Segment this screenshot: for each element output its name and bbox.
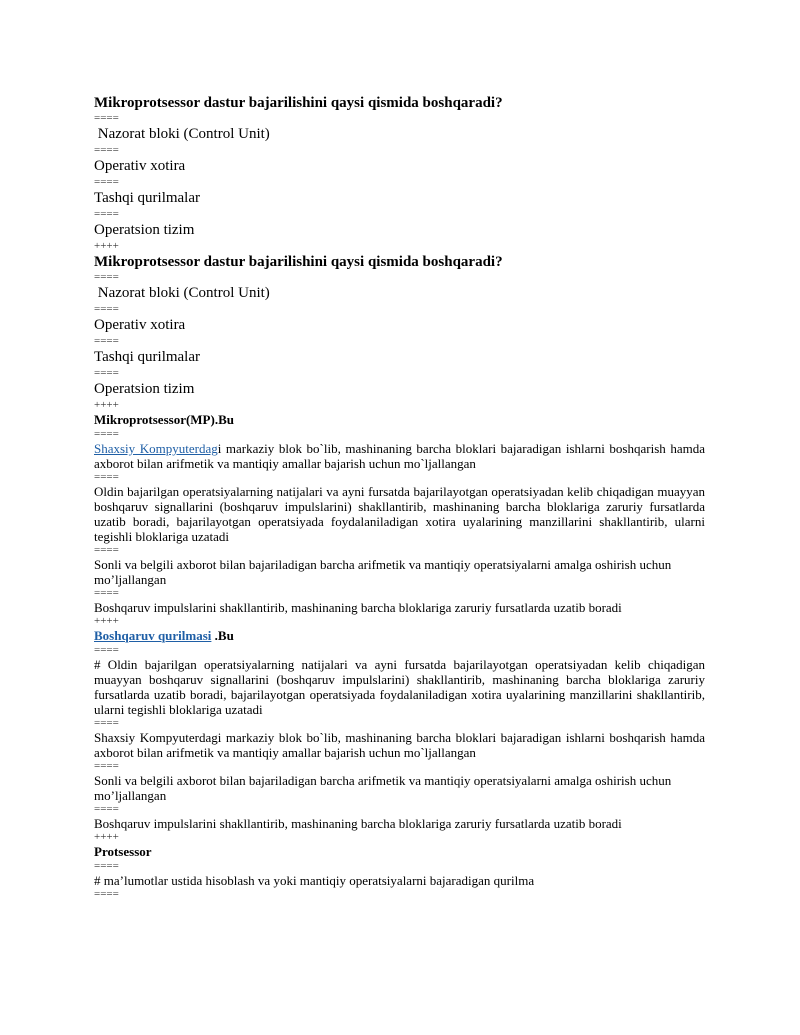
boshqaruv-qurilmasi-link[interactable]: Boshqaruv qurilmasi: [94, 628, 212, 643]
answer-4-4: Boshqaruv impulslarini shakllantirib, mashinaning barcha bloklariga zaruriy fursatlarda uzatib boradi: [94, 816, 622, 831]
end-marker: ++++: [94, 399, 119, 411]
question-2: Mikroprotsessor dastur bajarilishini qaysi qismida boshqaradi?: [94, 254, 503, 270]
answer-3-2: Oldin bajarilgan operatsiyalarning natijalari va ayni fursatda bajarilayotgan operatsiyadan kelib chiqadigan muayyan boshqaruv signallarini (boshqaruv impulslarini) shakllantirib, mashinaning barcha bloklariga zaruriy fursatlarda uzatib boradi, bajarilayotgan operatsiyada foydalaniladigan xotira uyalarining manzillarini shakllantirib, ularni tegishli bloklariga uzatadi: [94, 484, 705, 544]
question-4: [94, 628, 705, 644]
separator: ====: [94, 587, 119, 599]
answer-1-4: Operatsion tizim: [94, 222, 195, 238]
question-3: Mikroprotsessor(MP).Bu: [94, 412, 234, 427]
answer-4-2: Shaxsiy Kompyuterdagi markaziy blok bo`lib, mashinaning barcha bloklari bajaradigan ishlarni boshqarish hamda axborot bilan arifmetik va mantiqiy amallar bajarish uchun mo`ljallangan: [94, 730, 705, 760]
separator: ====: [94, 335, 119, 347]
answer-3-4: Boshqaruv impulslarini shakllantirib, mashinaning barcha bloklariga zaruriy fursatlarda uzatib boradi: [94, 600, 622, 615]
shaxsiy-kompyuter-link[interactable]: Shaxsiy Kompyuterdag: [94, 441, 218, 456]
separator: ====: [94, 803, 119, 815]
separator: ====: [94, 367, 119, 379]
separator: ====: [94, 303, 119, 315]
answer-4-1: # Oldin bajarilgan operatsiyalarning natijalari va ayni fursatda bajarilayotgan operatsiyadan kelib chiqadigan muayyan boshqaruv signallarini (boshqaruv impulslarini) shakllantirib, mashinaning barcha bloklariga zaruriy fursatlarda uzatib boradi, bajarilayotgan operatsiyada foydalaniladigan xotira uyalarining manzillarini shakllantirib, ularni tegishli bloklariga uzatadi: [94, 657, 705, 717]
separator: ====: [94, 888, 119, 900]
question-4-text: .Bu: [211, 628, 234, 643]
answer-2-1: Nazorat bloki (Control Unit): [94, 285, 270, 301]
separator: ====: [94, 717, 119, 729]
answer-1-2: Operativ xotira: [94, 158, 186, 174]
answer-1-3: Tashqi qurilmalar: [94, 190, 201, 206]
question-1: Mikroprotsessor dastur bajarilishini qaysi qismida boshqaradi?: [94, 95, 503, 111]
end-marker: ++++: [94, 615, 119, 627]
separator: ====: [94, 860, 119, 872]
separator: ====: [94, 760, 119, 772]
answer-2-2: Operativ xotira: [94, 317, 186, 333]
separator: ====: [94, 471, 119, 483]
answer-1-1: Nazorat bloki (Control Unit): [94, 126, 270, 142]
separator: ====: [94, 271, 119, 283]
answer-4-3: Sonli va belgili axborot bilan bajariladigan barcha arifmetik va mantiqiy operatsiyalarni amalga oshirish uchun mo’ljallangan: [94, 773, 672, 803]
document-page: [94, 94, 705, 901]
separator: ====: [94, 544, 119, 556]
answer-3-1-text: i markaziy blok bo`lib, mashinaning barcha bloklari bajaradigan ishlarni boshqarish hamda axborot bilan arifmetik va mantiqiy amallar bajarish uchun mo`ljallangan: [94, 441, 705, 471]
separator: ====: [94, 644, 119, 656]
separator: ====: [94, 176, 119, 188]
answer-2-4: Operatsion tizim: [94, 381, 195, 397]
answer-3-1: [94, 441, 705, 471]
separator: ====: [94, 208, 119, 220]
question-5: Protsessor: [94, 844, 152, 859]
answer-5-1: # ma’lumotlar ustida hisoblash va yoki mantiqiy operatsiyalarni bajaradigan qurilma: [94, 873, 535, 888]
answer-2-3: Tashqi qurilmalar: [94, 349, 201, 365]
separator: ====: [94, 144, 119, 156]
end-marker: ++++: [94, 240, 119, 252]
separator: ====: [94, 112, 119, 124]
answer-3-3: Sonli va belgili axborot bilan bajariladigan barcha arifmetik va mantiqiy operatsiyalarni amalga oshirish uchun mo’ljallangan: [94, 557, 672, 587]
end-marker: ++++: [94, 831, 119, 843]
separator: ====: [94, 428, 119, 440]
